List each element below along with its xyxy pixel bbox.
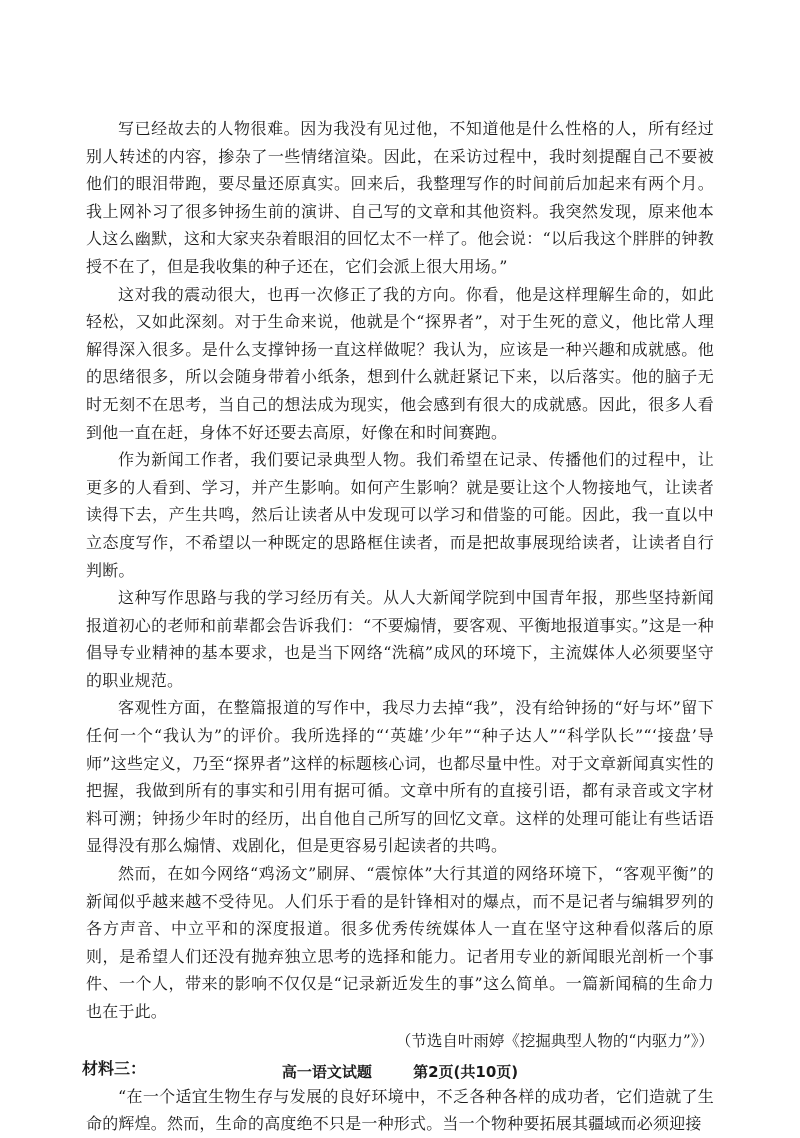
section-3-paragraph: “在一个适宜生物生存与发展的良好环境中，不乏各种各样的成功者，它们造就了生命的辉煌。然而，生命的高度绝不只是一种形式。当一个物种要拓展其疆域而必须迎接 — [86, 1086, 714, 1134]
paragraph-4: 这种写作思路与我的学习经历有关。从人大新闻学院到中国青年报，那些坚持新闻报道初心的老师和前辈都会告诉我们：“不要煽情，要客观、平衡地报道事实。”这是一种倡导专业精神的基本要求，也是当下网络“洗稿”成风的环境下，主流媒体人必须要坚守的职业规范。 — [86, 588, 714, 690]
section-3-heading: 材料三： — [82, 1059, 147, 1079]
source-citation: （节选自叶雨婷《挖掘典型人物的“内驱力”》） — [395, 1031, 714, 1050]
page-number: 第2页(共10页) — [413, 1063, 519, 1081]
paragraph-5: 客观性方面，在整篇报道的写作中，我尽力去掉“我”，没有给钟扬的“好与坏”留下任何一个“我认为”的评价。我所选择的“‘英雄’少年”“种子达人”“科学队长”“‘接盘’导师”这些定义，乃至“探界者”这样的标题核心词，也都尽量中性。对于文章新闻真实性的把握，我做到所有的事实和引用有据可循。文章中所有的直接引语，都有录音或文字材料可溯；钟扬少年时的经历，出自他自己所写的回忆文章。这样的处理可能让有些话语显得没有那么煽情、戏剧化，但是更容易引起读者的共鸣。 — [86, 698, 714, 856]
exam-title: 高一语文试题 — [281, 1063, 372, 1081]
paragraph-2: 这对我的震动很大，也再一次修正了我的方向。你看，他是这样理解生命的，如此轻松，又如此深刻。对于生命来说，他就是个“探界者”，对于生死的意义，他比常人理解得深入很多。是什么支撑钟扬一直这样做呢？我认为，应该是一种兴趣和成就感。他的思绪很多，所以会随身带着小纸条，想到什么就赶紧记下来，以后落实。他的脑子无时无刻不在思考，当自己的想法成为现实，他会感到有很大的成就感。因此，很多人看到他一直在赶，身体不好还要去高原，好像在和时间赛跑。 — [86, 284, 714, 442]
paragraph-6: 然而，在如今网络“鸡汤文”刷屏、“震惊体”大行其道的网络环境下，“客观平衡”的新闻似乎越来越不受待见。人们乐于看的是针锋相对的爆点，而不是记者与编辑罗列的各方声音、中立平和的深度报道。很多优秀传统媒体人一直在坚守这种看似落后的原则，是希望人们还没有抛弃独立思考的选择和能力。记者用专业的新闻眼光剖析一个事件、一个人，带来的影响不仅仅是“记录新近发生的事”这么简单。一篇新闻稿的生命力也在于此。 — [86, 864, 714, 1021]
article-body — [82, 115, 714, 1138]
page-footer — [0, 1061, 800, 1082]
paragraph-3: 作为新闻工作者，我们要记录典型人物。我们希望在记录、传播他们的过程中，让更多的人看到、学习，并产生影响。如何产生影响？就是要让这个人物接地气，让读者读得下去，产生共鸣，然后让读者从中发现可以学习和借鉴的可能。因此，我一直以中立态度写作，不希望以一种既定的思路框住读者，而是把故事展现给读者，让读者自行判断。 — [86, 450, 714, 580]
paragraph-1: 写已经故去的人物很难。因为我没有见过他，不知道他是什么性格的人，所有经过别人转述的内容，掺杂了一些情绪渲染。因此，在采访过程中，我时刻提醒自己不要被他们的眼泪带跑，要尽量还原真实。回来后，我整理写作的时间前后加起来有两个月。我上网补习了很多钟扬生前的演讲、自己写的文章和其他资料。我突然发现，原来他本人这么幽默，这和大家夹杂着眼泪的回忆太不一样了。他会说：“以后我这个胖胖的钟教授不在了，但是我收集的种子还在，它们会派上很大用场。” — [86, 119, 714, 276]
